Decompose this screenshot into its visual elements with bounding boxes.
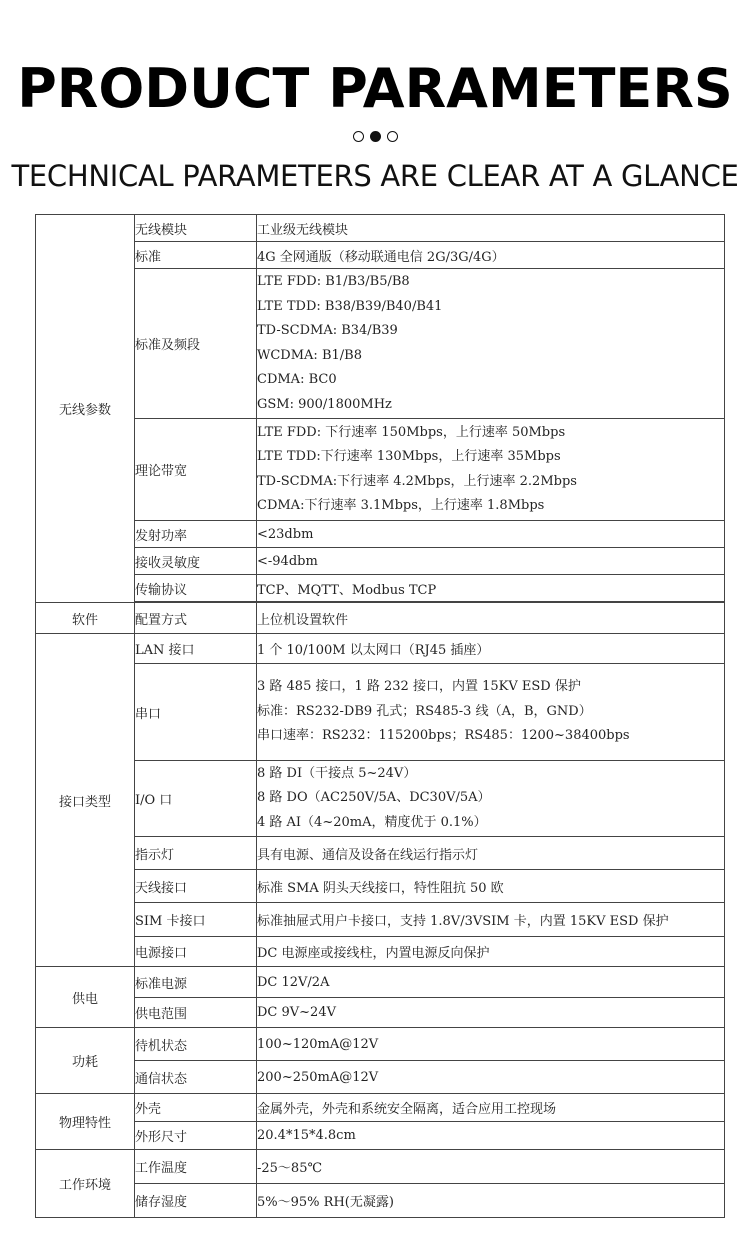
row-label: 配置方式	[135, 603, 257, 634]
value-line: LTE TDD: B38/B39/B40/B41	[257, 298, 443, 314]
row-label: 标准及频段	[135, 269, 257, 419]
value-line: 4 路 AI（4~20mA，精度优于 0.1%）	[257, 814, 487, 830]
table-row	[36, 215, 725, 242]
row-value: <23dbm	[257, 521, 725, 548]
table-row	[36, 419, 725, 521]
table-row	[36, 1094, 725, 1122]
category-software: 软件	[36, 603, 135, 634]
row-label: 供电范围	[135, 998, 257, 1028]
value-line: LTE TDD:下行速率 130Mbps，上行速率 35Mbps	[257, 449, 561, 464]
row-label: 接收灵敏度	[135, 548, 257, 575]
table-row	[36, 761, 725, 837]
row-label: SIM 卡接口	[135, 903, 257, 937]
table-row	[36, 242, 725, 269]
row-label: LAN 接口	[135, 634, 257, 664]
value-line: 串口速率：RS232：115200bps；RS485：1200~38400bps	[257, 728, 630, 744]
value-line: CDMA:下行速率 3.1Mbps，上行速率 1.8Mbps	[257, 498, 545, 513]
row-value: DC 9V~24V	[257, 998, 725, 1028]
category-power: 供电	[36, 967, 135, 1028]
row-value: 100~120mA@12V	[257, 1028, 725, 1061]
table-row	[36, 603, 725, 634]
table-row	[36, 548, 725, 575]
row-label: 标准电源	[135, 967, 257, 998]
table-row	[36, 1061, 725, 1094]
row-value: -25～85℃	[257, 1150, 725, 1184]
category-wireless: 无线参数	[36, 215, 135, 603]
row-value: 工业级无线模块	[257, 215, 725, 242]
row-label: 储存湿度	[135, 1184, 257, 1218]
category-interface: 接口类型	[36, 634, 135, 967]
table-row	[36, 1028, 725, 1061]
category-environment: 工作环境	[36, 1150, 135, 1218]
table-row	[36, 269, 725, 419]
row-value: DC 12V/2A	[257, 967, 725, 998]
table-row	[36, 1184, 725, 1218]
table-row	[36, 837, 725, 870]
value-line: TD-SCDMA:下行速率 4.2Mbps，上行速率 2.2Mbps	[257, 473, 577, 489]
row-label: 通信状态	[135, 1061, 257, 1094]
table-row	[36, 903, 725, 937]
table-row	[36, 634, 725, 664]
row-label: 外形尺寸	[135, 1122, 257, 1150]
row-value-multiline	[257, 269, 725, 419]
value-line: GSM: 900/1800MHz	[257, 396, 392, 412]
value-line: 8 路 DO（AC250V/5A、DC30V/5A）	[257, 790, 491, 806]
table-row	[36, 575, 725, 602]
parameters-table	[35, 214, 725, 1218]
row-label: 标准	[135, 242, 257, 269]
value-line: LTE FDD: B1/B3/B5/B8	[257, 274, 410, 289]
value-line: 标准：RS232-DB9 孔式；RS485-3 线（A，B，GND）	[257, 703, 592, 719]
row-label: 发射功率	[135, 521, 257, 548]
row-value: 4G 全网通版（移动联通电信 2G/3G/4G）	[257, 242, 725, 269]
value-line: WCDMA: B1/B8	[257, 347, 362, 363]
row-value: 标准抽屉式用户卡接口，支持 1.8V/3VSIM 卡，内置 15KV ESD 保护	[257, 903, 725, 937]
row-value: 具有电源、通信及设备在线运行指示灯	[257, 837, 725, 870]
row-value-multiline	[257, 761, 725, 837]
row-label: 工作温度	[135, 1150, 257, 1184]
page-title: PRODUCT PARAMETERS	[17, 57, 733, 120]
dot-1	[353, 131, 364, 142]
pagination-dots	[0, 131, 750, 142]
table-row	[36, 1150, 725, 1184]
row-label: 电源接口	[135, 937, 257, 967]
row-value: TCP、MQTT、Modbus TCP	[257, 575, 725, 602]
category-physical: 物理特性	[36, 1094, 135, 1150]
row-label: 理论带宽	[135, 419, 257, 521]
row-label: I/O 口	[135, 761, 257, 837]
row-value: 标准 SMA 阴头天线接口，特性阻抗 50 欧	[257, 870, 725, 903]
table-row	[36, 521, 725, 548]
value-line: TD-SCDMA: B34/B39	[257, 323, 398, 338]
row-label: 待机状态	[135, 1028, 257, 1061]
row-value-multiline	[257, 419, 725, 521]
row-label: 天线接口	[135, 870, 257, 903]
table-row	[36, 664, 725, 761]
dot-3	[387, 131, 398, 142]
table-row	[36, 937, 725, 967]
table-row	[36, 1122, 725, 1150]
row-value: 1 个 10/100M 以太网口（RJ45 插座）	[257, 634, 725, 664]
table-row	[36, 998, 725, 1028]
value-line: 8 路 DI（干接点 5~24V）	[257, 765, 417, 781]
row-value: <-94dbm	[257, 548, 725, 575]
row-label: 传输协议	[135, 575, 257, 602]
row-label: 无线模块	[135, 215, 257, 242]
category-consumption: 功耗	[36, 1028, 135, 1094]
row-label: 外壳	[135, 1094, 257, 1122]
row-value: 200~250mA@12V	[257, 1061, 725, 1094]
table-row	[36, 967, 725, 998]
row-label: 指示灯	[135, 837, 257, 870]
value-line: LTE FDD: 下行速率 150Mbps，上行速率 50Mbps	[257, 424, 566, 440]
dot-2-active	[370, 131, 381, 142]
table-row	[36, 870, 725, 903]
page-subtitle: TECHNICAL PARAMETERS ARE CLEAR AT A GLANCE	[11, 159, 739, 193]
row-value: DC 电源座或接线柱，内置电源反向保护	[257, 937, 725, 967]
row-value: 金属外壳，外壳和系统安全隔离，适合应用工控现场	[257, 1094, 725, 1122]
row-value-multiline	[257, 664, 725, 761]
value-line: 3 路 485 接口，1 路 232 接口，内置 15KV ESD 保护	[257, 679, 581, 695]
row-value: 20.4*15*4.8cm	[257, 1122, 725, 1150]
value-line: CDMA: BC0	[257, 372, 337, 387]
row-label: 串口	[135, 664, 257, 761]
row-value: 5%～95% RH(无凝露)	[257, 1184, 725, 1218]
row-value: 上位机设置软件	[257, 603, 725, 634]
